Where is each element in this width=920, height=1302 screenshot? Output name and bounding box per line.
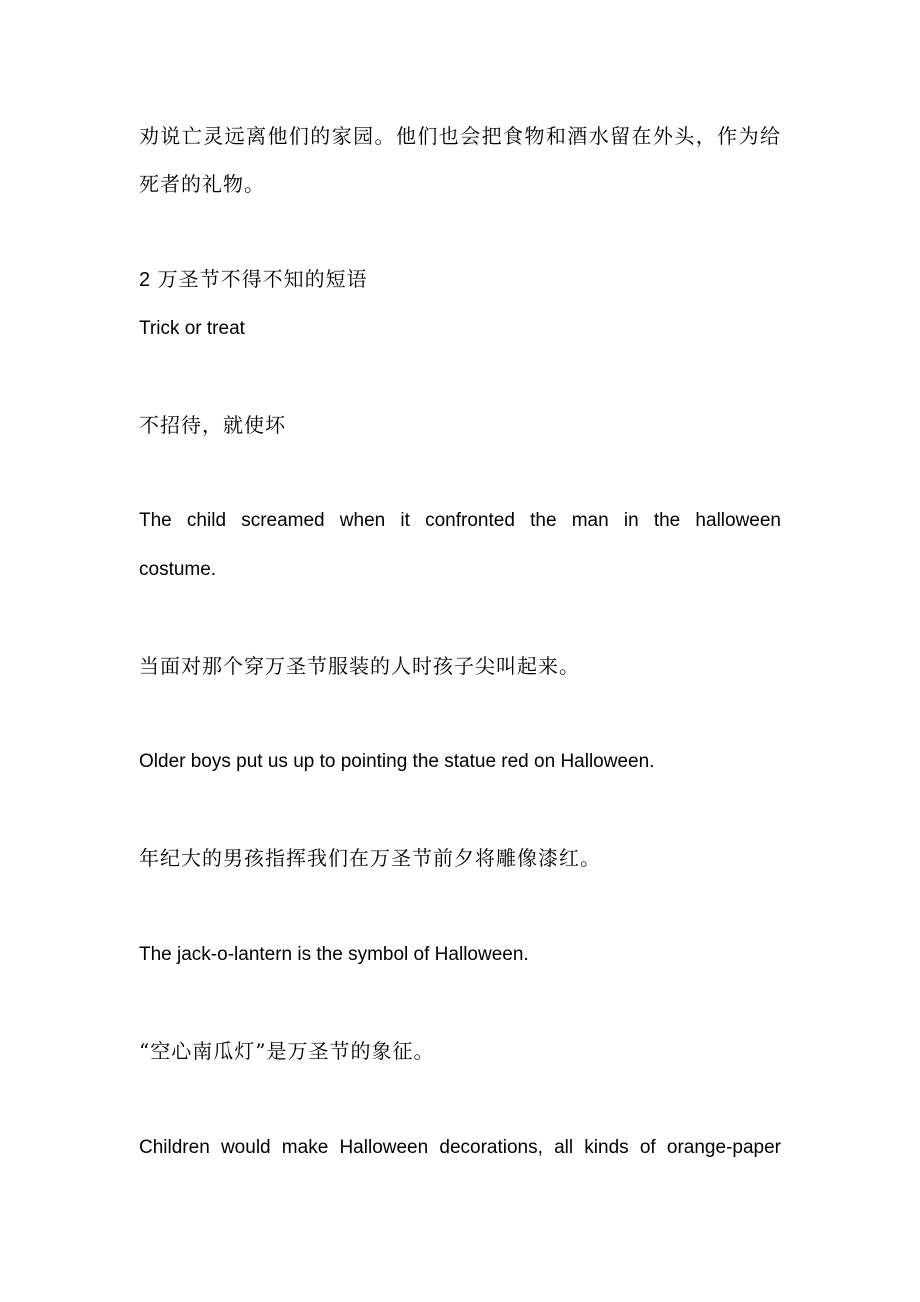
example-english: The child screamed when it confronted the man in the halloween [139,510,781,531]
example-chinese: 年纪大的男孩指挥我们在万圣节前夕将雕像漆红。 [139,846,601,870]
section-heading: 2 万圣节不得不知的短语 [139,269,368,291]
example-english: costume. [139,559,217,580]
example-chinese: “空心南瓜灯”是万圣节的象征。 [139,1039,435,1063]
phrase-chinese: 不招待，就使坏 [139,413,286,437]
paragraph-line: 死者的礼物。 [139,172,265,196]
example-chinese: 当面对那个穿万圣节服装的人时孩子尖叫起来。 [139,654,580,678]
example-english: Older boys put us up to pointing the statue red on Halloween. [139,751,655,772]
example-english: The jack-o-lantern is the symbol of Halloween. [139,944,529,965]
phrase-english: Trick or treat [139,318,245,339]
paragraph-line: 劝说亡灵远离他们的家园。他们也会把食物和酒水留在外头，作为给 [139,124,781,148]
example-english: Children would make Halloween decorations, all kinds of orange-paper [139,1137,781,1158]
